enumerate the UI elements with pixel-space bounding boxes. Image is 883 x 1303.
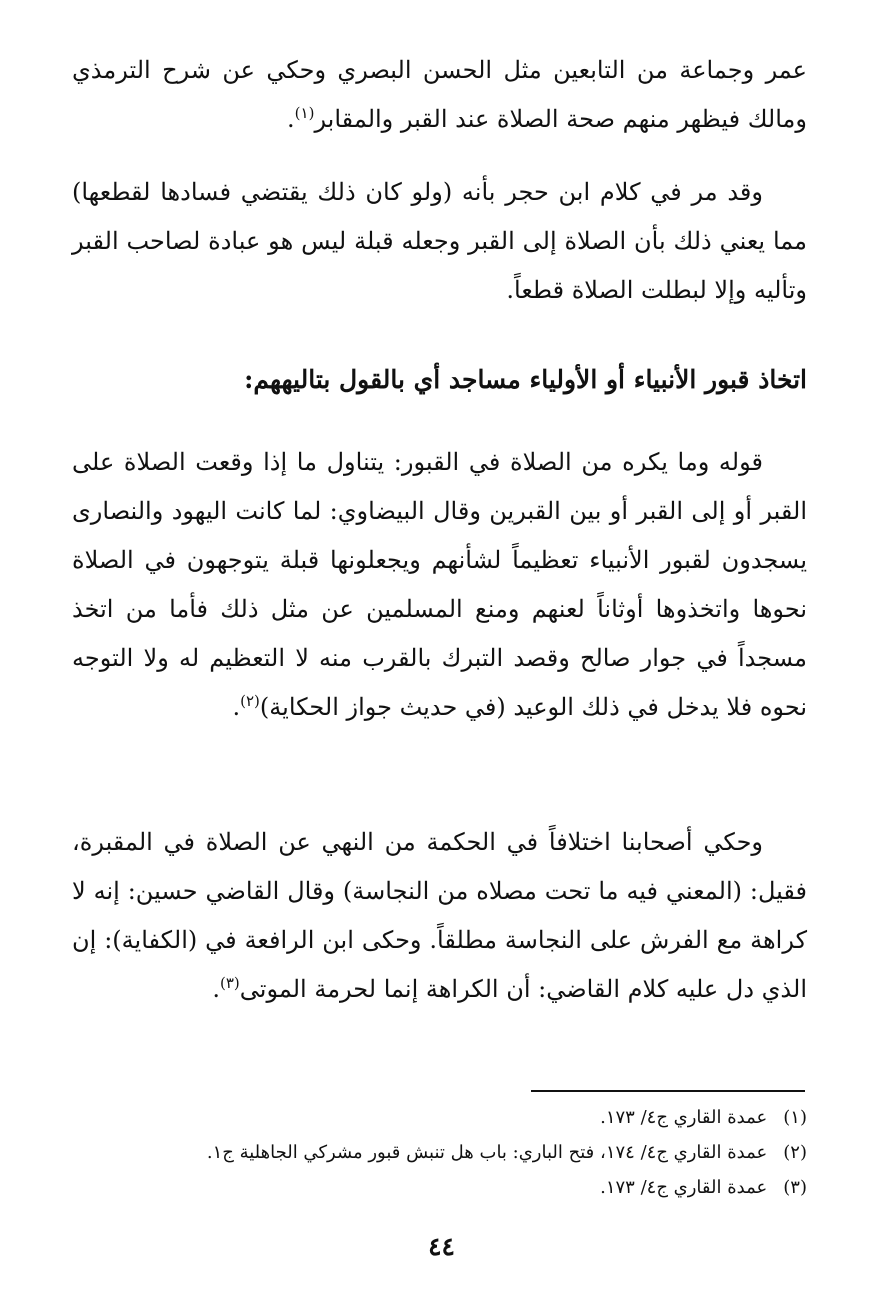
footnote-ref-2: (٢): [240, 692, 260, 710]
footnote-ref-1: (١): [294, 104, 315, 122]
footnote-number: (٢): [783, 1142, 807, 1163]
footnote-ref-3: (٣): [219, 974, 240, 992]
paragraph-1-text: عمر وجماعة من التابعين مثل الحسن البصري وحكي عن شرح الترمذي ومالك فيظهر منهم صحة الصلاة عند القبر والمقابر: [72, 56, 807, 133]
footnote-item: [72, 1170, 807, 1205]
footnotes-list: [72, 1100, 807, 1205]
paragraph-4: [72, 818, 807, 1014]
paragraph-1-end: .: [287, 105, 295, 133]
paragraph-3: [72, 438, 807, 732]
footnote-text: عمدة القاري ج٤/ ١٧٣.: [600, 1177, 768, 1198]
paragraph-4-end: .: [212, 975, 220, 1003]
paragraph-1: [72, 46, 807, 144]
paragraph-3-text: قوله وما يكره من الصلاة في القبور: يتناول ما إذا وقعت الصلاة على القبر أو إلى القبر أو بين القبرين وقال البيضاوي: لما كانت اليهود والنصارى يسجدون لقبور الأنبياء تعظيماً لشأنهم ويجعلونها قبلة يتوجهون في الصلاة نحوها واتخذوها أوثاناً لعنهم ومنع المسلمين عن مثل ذلك فأما من اتخذ مسجداً في جوار صالح وقصد التبرك بالقرب منه لا التعظيم له ولا التوجه نحوه فلا يدخل في ذلك الوعيد (في حديث جواز الحكاية): [72, 448, 807, 721]
footnote-number: (٣): [783, 1177, 807, 1198]
footnote-text: عمدة القاري ج٤/ ١٧٣.: [600, 1107, 768, 1128]
section-heading: اتخاذ قبور الأنبياء أو الأولياء مساجد أي بالقول بتاليههم:: [244, 365, 807, 394]
paragraph-3-end: .: [232, 693, 241, 721]
footnote-separator: [531, 1090, 805, 1092]
page-number: ٤٤: [428, 1232, 455, 1261]
paragraph-2: [72, 168, 807, 315]
paragraph-4-text: وحكي أصحابنا اختلافاً في الحكمة من النهي عن الصلاة في المقبرة، فقيل: (المعني فيه ما تحت مصلاه من النجاسة) وقال القاضي حسين: إنه لا كراهة مع الفرش على النجاسة مطلقاً. وحكى ابن الرافعة في (الكفاية): إن الذي دل عليه كلام القاضي: أن الكراهة إنما لحرمة الموتى: [72, 828, 807, 1003]
footnote-item: [72, 1135, 807, 1170]
footnote-number: (١): [783, 1107, 807, 1128]
footnote-item: [72, 1100, 807, 1135]
paragraph-2-text: وقد مر في كلام ابن حجر بأنه (ولو كان ذلك يقتضي فسادها لقطعها) مما يعني ذلك بأن الصلاة إلى القبر وجعله قبلة ليس هو عبادة لصاحب القبر وتأليه وإلا لبطلت الصلاة قطعاً.: [72, 178, 807, 304]
footnote-text: عمدة القاري ج٤/ ١٧٤، فتح الباري: باب هل تنبش قبور مشركي الجاهلية ج١.: [206, 1142, 768, 1163]
